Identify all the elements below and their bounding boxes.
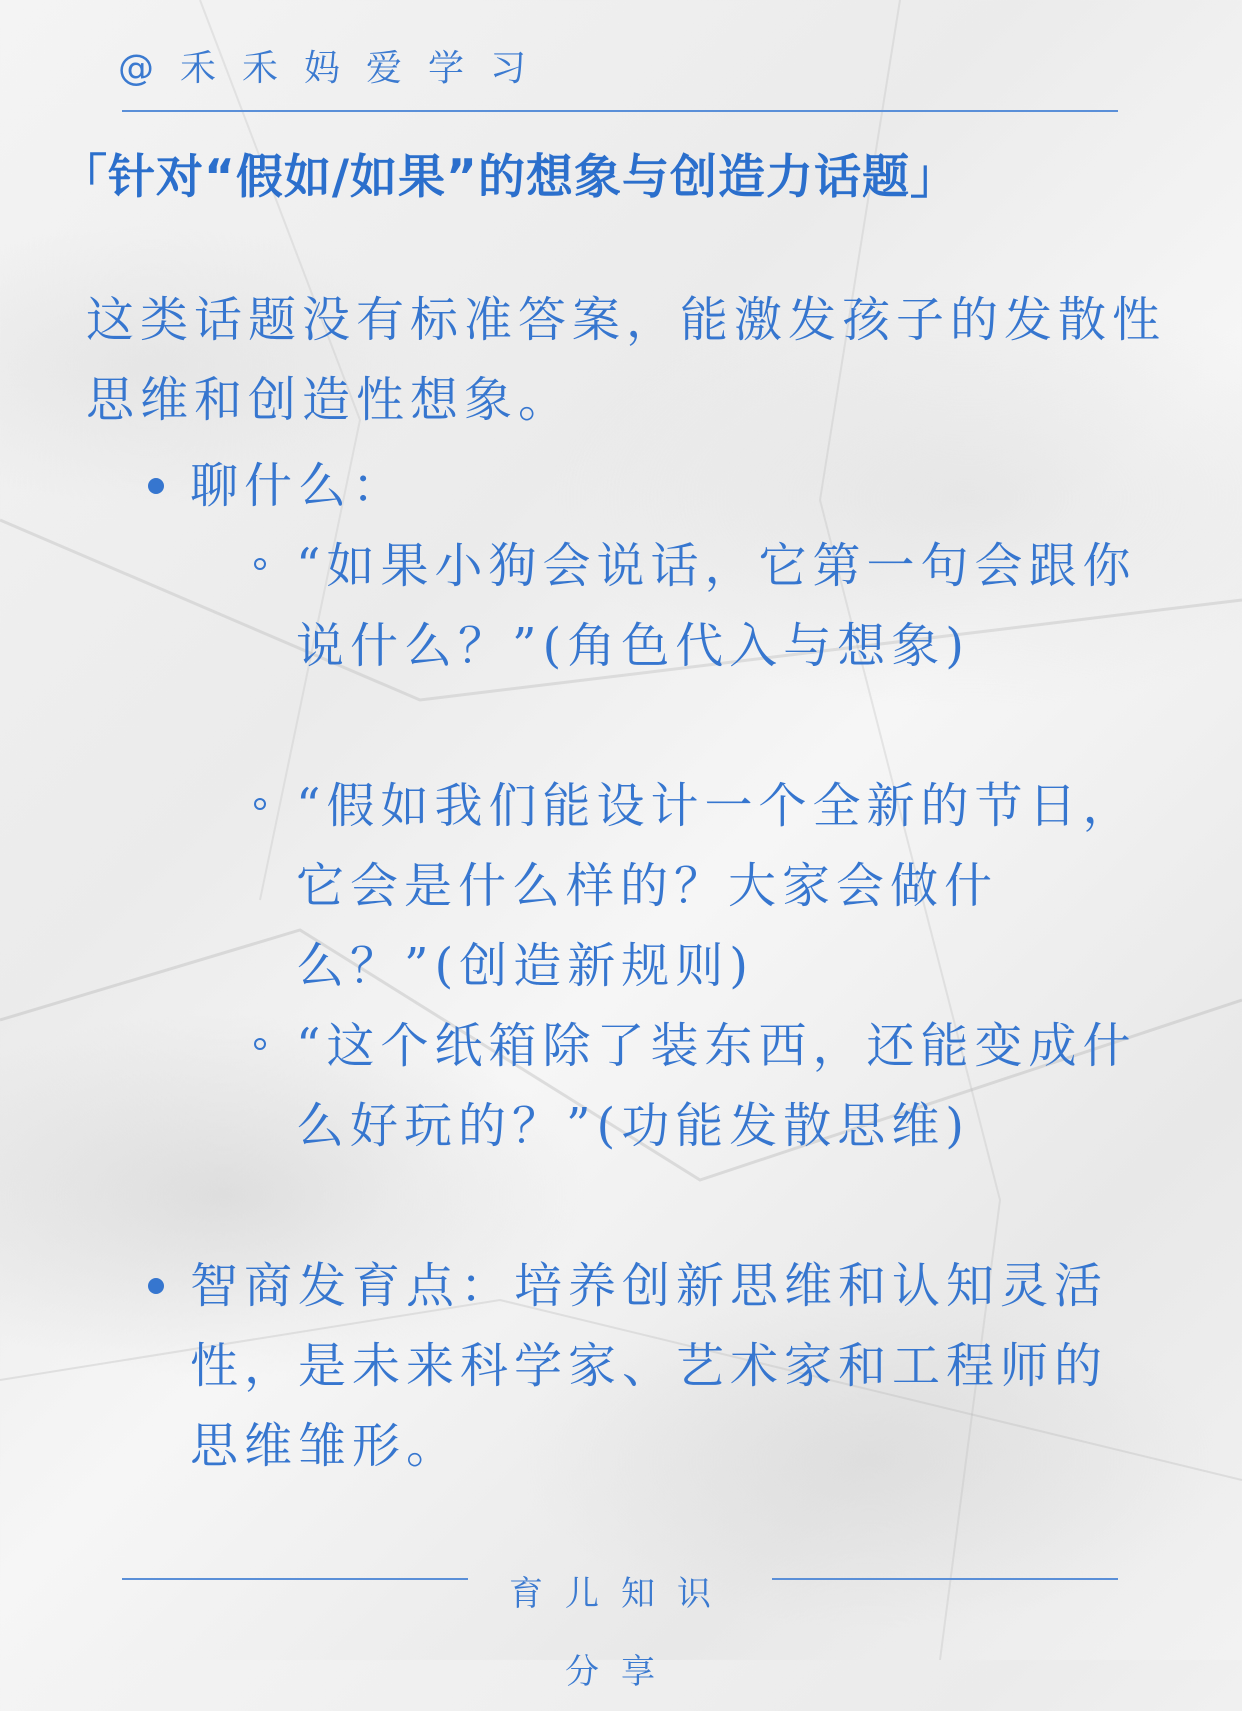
iq-point-text: 智商发育点：培养创新思维和认知灵活性，是未来科学家、艺术家和工程师的思维雏形。 xyxy=(190,1258,1109,1474)
bullet-iq-point xyxy=(190,1246,1150,1486)
footer-divider-right xyxy=(772,1578,1118,1580)
header-divider xyxy=(122,110,1118,112)
author-handle: @禾禾妈爱学习 xyxy=(118,48,553,89)
topics-label: 聊什么： xyxy=(190,458,407,514)
topic-item-text: “假如我们能设计一个全新的节日，它会是什么样的？大家会做什么？”(创造新规则) xyxy=(296,778,1137,994)
footer-line-1: 育儿知识 xyxy=(509,1574,733,1614)
bullet-dot-icon xyxy=(148,478,164,494)
footer-line-2: 分享 xyxy=(565,1652,677,1692)
topic-item xyxy=(296,1006,1156,1166)
bullet-dot-icon xyxy=(148,1278,164,1294)
circle-bullet-icon xyxy=(254,798,266,810)
circle-bullet-icon xyxy=(254,558,266,570)
topic-item-text: “如果小狗会说话，它第一句会跟你说什么？”(角色代入与想象) xyxy=(296,538,1137,674)
footer-divider-left xyxy=(122,1578,468,1580)
bullet-topics xyxy=(190,446,1150,526)
intro-paragraph: 这类话题没有标准答案，能激发孩子的发散性思维和创造性想象。 xyxy=(86,292,1167,428)
footer-caption xyxy=(480,1555,762,1711)
topic-item-text: “这个纸箱除了装东西，还能变成什么好玩的？”(功能发散思维) xyxy=(296,1018,1137,1154)
topic-item xyxy=(296,766,1156,1006)
page-title: 「针对“假如/如果”的想象与创造力话题」 xyxy=(60,150,958,205)
topic-item xyxy=(296,526,1156,686)
circle-bullet-icon xyxy=(254,1038,266,1050)
